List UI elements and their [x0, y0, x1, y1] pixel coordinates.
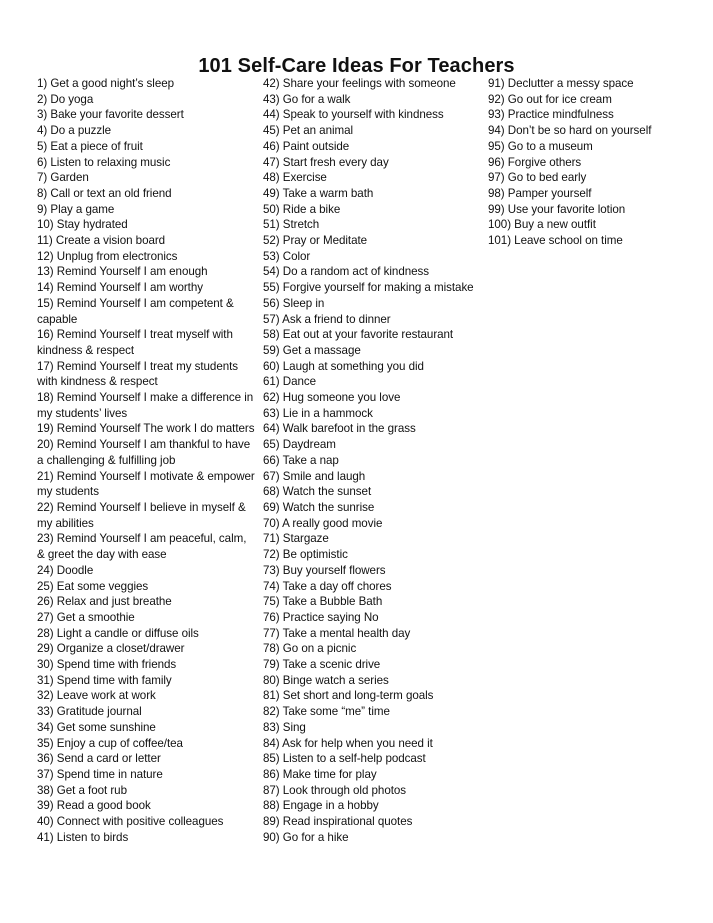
list-item: 82) Take some “me” time — [263, 705, 390, 719]
list-item: 68) Watch the sunset — [263, 485, 372, 499]
list-column-2 — [263, 76, 485, 845]
list-item: 74) Take a day off chores — [263, 579, 392, 593]
list-item: 25) Eat some veggies — [37, 579, 149, 593]
list-item: 32) Leave work at work — [37, 689, 156, 703]
list-item: 27) Get a smoothie — [37, 610, 135, 624]
list-item: 37) Spend time in nature — [37, 767, 163, 781]
list-item: 3) Bake your favorite dessert — [37, 108, 184, 122]
list-item: 17) Remind Yourself I treat my students with kindness & respect — [37, 359, 239, 389]
list-item: 2) Do yoga — [37, 92, 94, 106]
list-item: 50) Ride a bike — [263, 202, 341, 216]
list-item: 18) Remind Yourself I make a difference in my students’ lives — [37, 391, 254, 420]
list-item: 15) Remind Yourself I am competent & capable — [37, 296, 234, 326]
list-item: 43) Go for a walk — [263, 92, 351, 106]
list-item: 10) Stay hydrated — [37, 218, 128, 232]
list-item: 90) Go for a hike — [263, 830, 349, 844]
list-item: 89) Read inspirational quotes — [263, 815, 413, 829]
list-item: 53) Color — [263, 249, 311, 263]
list-item: 60) Laugh at something you did — [263, 359, 424, 373]
list-item: 78) Go on a picnic — [263, 642, 357, 656]
list-item: 28) Light a candle or diffuse oils — [37, 626, 199, 640]
list-item: 58) Eat out at your favorite restaurant — [263, 328, 454, 342]
list-item: 47) Start fresh every day — [263, 155, 389, 169]
list-item: 52) Pray or Meditate — [263, 234, 368, 248]
list-item: 11) Create a vision board — [37, 234, 166, 248]
list-item: 20) Remind Yourself I am thankful to have a challenging & fulfilling job — [37, 438, 251, 467]
list-item: 62) Hug someone you love — [263, 391, 401, 405]
list-item: 56) Sleep in — [263, 296, 325, 310]
list-item: 93) Practice mindfulness — [488, 108, 614, 122]
list-item: 71) Stargaze — [263, 532, 329, 546]
list-item: 13) Remind Yourself I am enough — [37, 265, 208, 279]
list-item: 87) Look through old photos — [263, 783, 407, 797]
list-item: 29) Organize a closet/drawer — [37, 642, 185, 656]
page-title: 101 Self-Care Ideas For Teachers — [198, 55, 515, 78]
list-item: 73) Buy yourself flowers — [263, 563, 386, 577]
list-item: 66) Take a nap — [263, 453, 339, 467]
list-item: 65) Daydream — [263, 438, 336, 452]
list-item: 33) Gratitude journal — [37, 705, 142, 719]
list-item: 51) Stretch — [263, 218, 320, 232]
list-item: 64) Walk barefoot in the grass — [263, 422, 416, 436]
list-item: 54) Do a random act of kindness — [263, 265, 430, 279]
list-item: 76) Practice saying No — [263, 610, 379, 624]
list-item: 94) Don’t be so hard on yourself — [488, 124, 652, 138]
list-item: 16) Remind Yourself I treat myself with kindness & respect — [37, 328, 233, 357]
list-item: 40) Connect with positive colleagues — [37, 815, 224, 829]
list-item: 95) Go to a museum — [488, 139, 593, 153]
list-item: 55) Forgive yourself for making a mistake — [263, 281, 474, 295]
list-item: 42) Share your feelings with someone — [263, 77, 456, 90]
list-item: 69) Watch the sunrise — [263, 500, 375, 514]
list-item: 77) Take a mental health day — [263, 626, 411, 640]
list-item: 38) Get a foot rub — [37, 783, 127, 797]
list-item: 88) Engage in a hobby — [263, 799, 379, 813]
list-item: 9) Play a game — [37, 202, 115, 216]
list-item: 80) Binge watch a series — [263, 673, 389, 687]
list-item: 92) Go out for ice cream — [488, 92, 612, 106]
list-item: 75) Take a Bubble Bath — [263, 595, 383, 609]
list-item: 101) Leave school on time — [488, 234, 623, 248]
list-item: 49) Take a warm bath — [263, 186, 374, 200]
list-item: 84) Ask for help when you need it — [263, 736, 433, 750]
list-item: 7) Garden — [37, 171, 89, 185]
list-item: 83) Sing — [263, 720, 306, 734]
list-item: 1) Get a good night’s sleep — [37, 77, 175, 90]
list-item: 86) Make time for play — [263, 767, 377, 781]
list-item: 67) Smile and laugh — [263, 469, 366, 483]
list-item: 57) Ask a friend to dinner — [263, 312, 391, 326]
list-item: 34) Get some sunshine — [37, 720, 156, 734]
list-item: 8) Call or text an old friend — [37, 186, 172, 200]
list-item: 81) Set short and long-term goals — [263, 689, 434, 703]
list-item: 35) Enjoy a cup of coffee/tea — [37, 736, 183, 750]
list-item: 22) Remind Yourself I believe in myself & my abilities — [37, 500, 246, 530]
list-item: 96) Forgive others — [488, 155, 582, 169]
list-column-1 — [37, 76, 255, 845]
list-column-3 — [488, 76, 708, 249]
list-item: 70) A really good movie — [263, 516, 383, 530]
list-item: 12) Unplug from electronics — [37, 249, 178, 263]
list-item: 85) Listen to a self-help podcast — [263, 752, 426, 766]
list-item: 14) Remind Yourself I am worthy — [37, 281, 203, 295]
list-item: 72) Be optimistic — [263, 548, 348, 562]
list-item: 5) Eat a piece of fruit — [37, 139, 143, 153]
list-item: 59) Get a massage — [263, 343, 361, 357]
list-item: 26) Relax and just breathe — [37, 595, 172, 609]
list-item: 97) Go to bed early — [488, 171, 587, 185]
list-item: 23) Remind Yourself I am peaceful, calm, & greet the day with ease — [37, 532, 247, 562]
list-item: 31) Spend time with family — [37, 673, 172, 687]
list-item: 99) Use your favorite lotion — [488, 202, 626, 216]
list-item: 21) Remind Yourself I motivate & empower my students — [37, 469, 255, 499]
list-item: 46) Paint outside — [263, 139, 350, 153]
list-item: 36) Send a card or letter — [37, 752, 161, 766]
list-item: 19) Remind Yourself The work I do matters — [37, 422, 255, 436]
list-item: 24) Doodle — [37, 563, 94, 577]
list-item: 44) Speak to yourself with kindness — [263, 108, 444, 122]
list-item: 91) Declutter a messy space — [488, 77, 634, 90]
list-item: 63) Lie in a hammock — [263, 406, 373, 420]
list-item: 39) Read a good book — [37, 799, 151, 813]
list-item: 41) Listen to birds — [37, 830, 129, 844]
list-item: 100) Buy a new outfit — [488, 218, 596, 232]
list-item: 48) Exercise — [263, 171, 327, 185]
list-item: 30) Spend time with friends — [37, 658, 177, 672]
list-item: 61) Dance — [263, 375, 317, 389]
list-item: 6) Listen to relaxing music — [37, 155, 171, 169]
list-item: 45) Pet an animal — [263, 124, 354, 138]
list-item: 4) Do a puzzle — [37, 124, 112, 138]
list-item: 79) Take a scenic drive — [263, 658, 381, 672]
list-item: 98) Pamper yourself — [488, 186, 592, 200]
